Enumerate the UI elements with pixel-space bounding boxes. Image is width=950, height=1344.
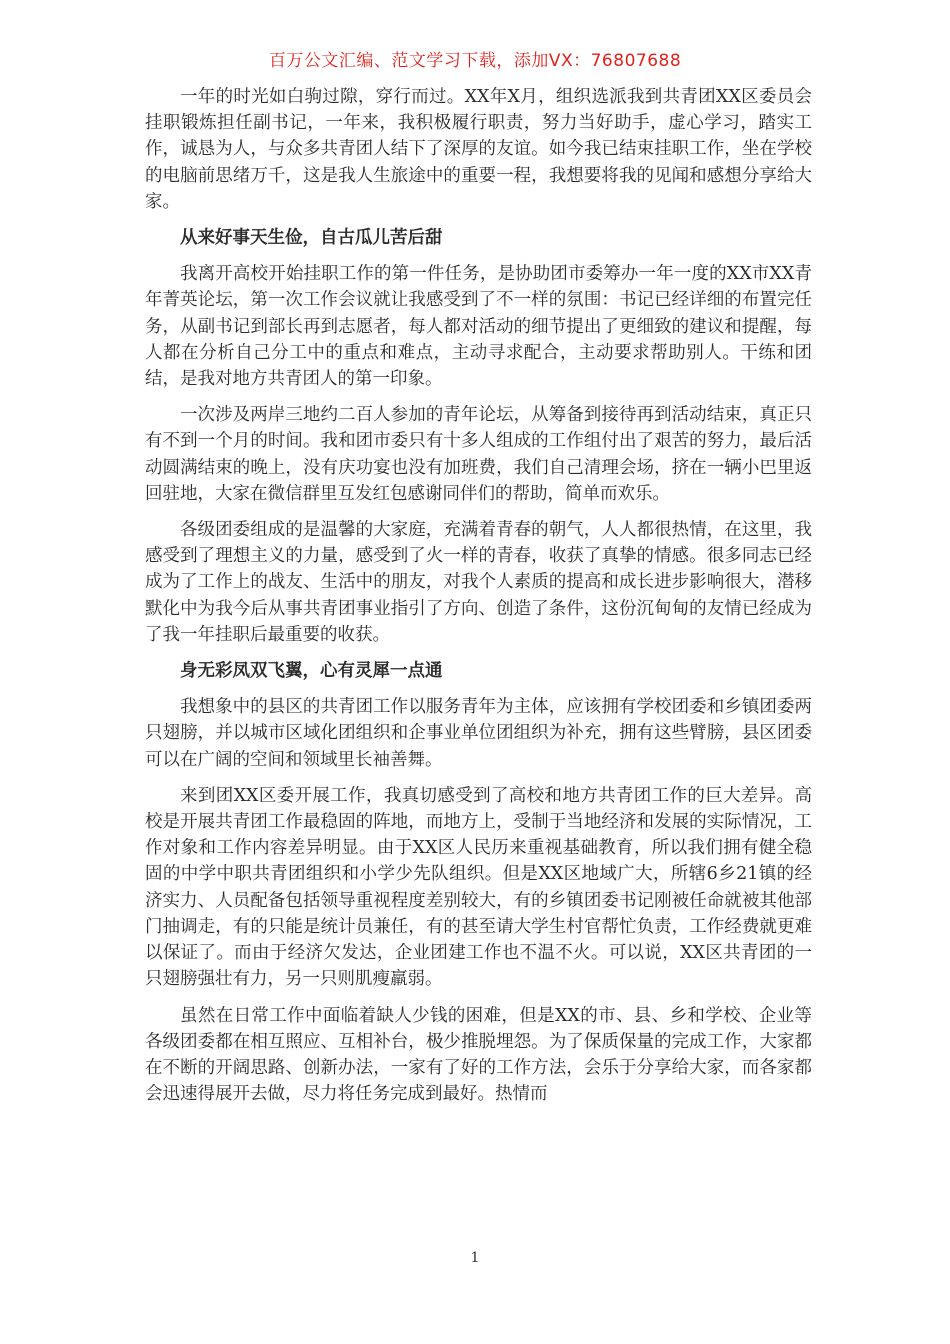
- document-body: [145, 84, 812, 1117]
- watermark-header: 百万公文汇编、范文学习下载，添加VX：76807688: [268, 51, 682, 71]
- paragraph: 我想象中的县区的共青团工作以服务青年为主体，应该拥有学校团委和乡镇团委两只翅膀，并以城市区域化团组织和企事业单位团组织为补充，拥有这些臂膀，县区团委可以在广阔的空间和领域里长袖善舞。: [145, 697, 812, 770]
- paragraph-intro: 一年的时光如白驹过隙，穿行而过。XX年X月，组织选派我到共青团XX区委员会挂职锻炼担任副书记，一年来，我积极履行职责，努力当好助手，虚心学习，踏实工作，诚恳为人，与众多共青团人结下了深厚的友谊。如今我已结束挂职工作，坐在学校的电脑前思绪万千，这是我人生旅途中的重要一程，我想要将我的见闻和感想分享给大家。: [145, 87, 812, 212]
- section-heading-1: 从来好事天生俭，自古瓜儿苦后甜: [180, 228, 443, 249]
- page-number: 1: [470, 1250, 480, 1266]
- paragraph: 我离开高校开始挂职工作的第一件任务，是协助团市委筹办一年一度的XX市XX青年菁英论坛，第一次工作会议就让我感受到了不一样的氛围：书记已经详细的布置完任务，从副书记到部长再到志愿者，每人都对活动的细节提出了更细致的建议和提醒，每人都在分析自己分工中的重点和难点，主动寻求配合，主动要求帮助别人。干练和团结，是我对地方共青团人的第一印象。: [145, 264, 812, 390]
- paragraph: 虽然在日常工作中面临着缺人少钱的困难，但是XX的市、县、乡和学校、企业等各级团委都在相互照应、互相补台，极少推脱埋怨。为了保质保量的完成工作，大家都在不断的开阔思路、创新办法，一家有了好的工作方法，会乐于分享给大家，而各家都会迅速得展开去做，尽力将任务完成到最好。热情而: [145, 1005, 812, 1105]
- section-heading-2: 身无彩凤双飞翼，心有灵犀一点通: [180, 661, 443, 682]
- paragraph: 来到团XX区委开展工作，我真切感受到了高校和地方共青团工作的巨大差异。高校是开展共青团工作最稳固的阵地，而地方上，受制于当地经济和发展的实际情况，工作对象和工作内容差异明显。由于XX区人民历来重视基础教育，所以我们拥有健全稳固的中学中职共青团组织和小学少先队组织。但是XX区地域广大，所辖6乡21镇的经济实力、人员配备包括领导重视程度差别较大，有的乡镇团委书记刚被任命就被其他部门抽调走，有的只能是统计员兼任，有的甚至请大学生村官帮忙负责，工作经费就更难以保证了。而由于经济欠发达，企业团建工作也不温不火。可以说，XX区共青团的一只翅膀强壮有力，另一只则肌瘦羸弱。: [145, 785, 812, 990]
- paragraph: 各级团委组成的是温馨的大家庭，充满着青春的朝气，人人都很热情，在这里，我感受到了理想主义的力量，感受到了火一样的青春，收获了真挚的情感。很多同志已经成为了工作上的战友、生活中的朋友，对我个人素质的提高和成长进步影响很大，潜移默化中为我今后从事共青团事业指引了方向、创造了条件，这份沉甸甸的友情已经成为了我一年挂职后最重要的收获。: [145, 520, 812, 645]
- paragraph: 一次涉及两岸三地约二百人参加的青年论坛，从筹备到接待再到活动结束，真正只有不到一个月的时间。我和团市委只有十多人组成的工作组付出了艰苦的努力，最后活动圆满结束的晚上，没有庆功宴也没有加班费，我们自己清理会场，挤在一辆小巴里返回驻地，大家在微信群里互发红包感谢同伴们的帮助，简单而欢乐。: [145, 405, 812, 504]
